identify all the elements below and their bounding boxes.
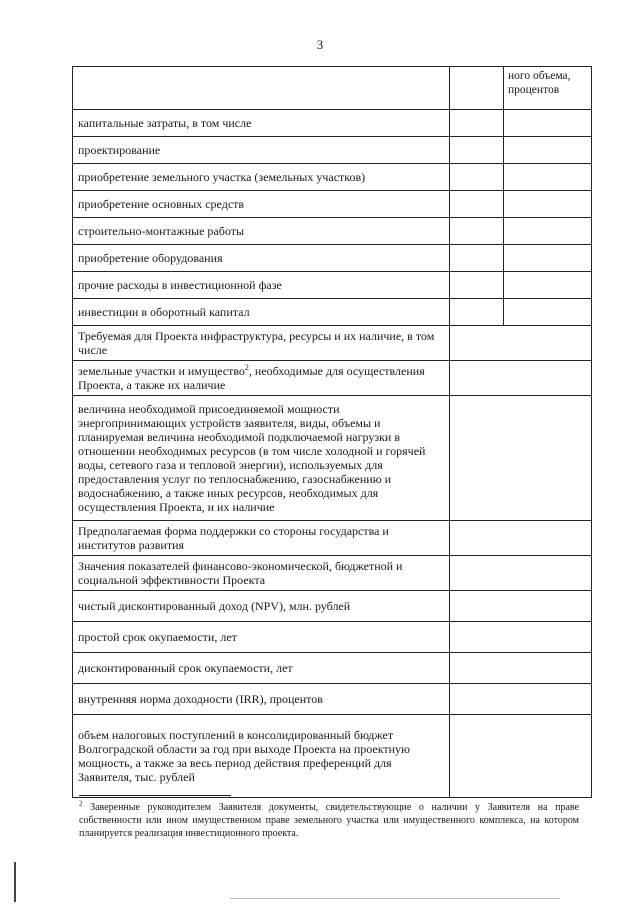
footnote <box>79 801 579 840</box>
table-row <box>73 653 592 684</box>
row-label: Предполагаемая форма поддержки со стороны государства и институтов развития <box>73 521 450 556</box>
value-cell <box>450 191 504 218</box>
page-number: 3 <box>316 37 324 52</box>
value-cell <box>504 191 592 218</box>
row-label-text: земельные участки и имущество <box>78 364 245 378</box>
table-row <box>73 396 592 521</box>
row-label <box>73 361 450 396</box>
value-cell <box>450 137 504 164</box>
value-cell <box>450 521 592 556</box>
scan-edge-mark <box>14 862 16 902</box>
row-label: прочие расходы в инвестиционной фазе <box>73 272 450 299</box>
row-label: величина необходимой присоединяемой мощности энергопринимающих устройств заявителя, виды, объемы и планируемая величина необходимой подключаемой нагрузки в отношении необходимых ресурсов (в том числе холодной и горячей воды, сетевого газа и тепловой энергии), используемых для предоставления услуг по теплоснабжению, газоснабжению и водоснабжению, а также иных ресурсов, необходимых для осуществления Проекта, и их наличие <box>73 396 450 521</box>
project-info-table <box>72 66 592 798</box>
row-label: дисконтированный срок окупаемости, лет <box>73 653 450 684</box>
footnote-text: Заверенные руководителем Заявителя документы, свидетельствующие о наличии у Заявителя на праве собственности или ином имущественном праве земельного участка или имущественного комплекса, на котором планируется реализация инвестиционного проекта. <box>79 802 579 839</box>
table-row <box>73 361 592 396</box>
table-row <box>73 521 592 556</box>
table-row <box>73 591 592 622</box>
row-label: строительно-монтажные работы <box>73 218 450 245</box>
value-cell <box>450 556 592 591</box>
value-cell <box>504 272 592 299</box>
value-cell <box>450 299 504 326</box>
table-row <box>73 245 592 272</box>
value-cell <box>450 110 504 137</box>
value-cell <box>504 218 592 245</box>
table-row <box>73 164 592 191</box>
row-label: Требуемая для Проекта инфраструктура, ресурсы и их наличие, в том числе <box>73 326 450 361</box>
value-cell <box>504 110 592 137</box>
header-cell <box>450 67 504 110</box>
value-cell <box>450 622 592 653</box>
table-row <box>73 218 592 245</box>
table-row <box>73 622 592 653</box>
footnote-ref: 2 <box>244 363 249 372</box>
table-row <box>73 110 592 137</box>
value-cell <box>450 361 592 396</box>
value-cell <box>450 218 504 245</box>
scan-bottom-line <box>230 898 560 899</box>
value-cell <box>450 653 592 684</box>
row-label: приобретение основных средств <box>73 191 450 218</box>
row-label-suffix: , необходимые для осуществления Проекта, а также их наличие <box>78 364 425 392</box>
row-label: чистый дисконтированный доход (NPV), млн. рублей <box>73 591 450 622</box>
table-row <box>73 715 592 798</box>
row-label: инвестиции в оборотный капитал <box>73 299 450 326</box>
table-row <box>73 137 592 164</box>
value-cell <box>504 164 592 191</box>
table-row <box>73 556 592 591</box>
value-cell <box>504 299 592 326</box>
row-label: объем налоговых поступлений в консолидированный бюджет Волгоградской области за год при выходе Проекта на проектную мощность, а также за весь период действия преференций для Заявителя, тыс. рублей <box>73 715 450 798</box>
row-label: внутренняя норма доходности (IRR), процентов <box>73 684 450 715</box>
footnote-divider <box>79 795 231 796</box>
value-cell <box>504 245 592 272</box>
value-cell <box>450 684 592 715</box>
table-row <box>73 684 592 715</box>
table-header-row <box>73 67 592 110</box>
table-row <box>73 326 592 361</box>
row-label: проектирование <box>73 137 450 164</box>
row-label: простой срок окупаемости, лет <box>73 622 450 653</box>
row-label: Значения показателей финансово-экономической, бюджетной и социальной эффективности Проекта <box>73 556 450 591</box>
header-cell <box>73 67 450 110</box>
table-row <box>73 299 592 326</box>
value-cell <box>450 591 592 622</box>
footnote-mark: 2 <box>79 799 83 808</box>
value-cell <box>450 715 592 798</box>
table-row <box>73 272 592 299</box>
value-cell <box>450 326 592 361</box>
table-row <box>73 191 592 218</box>
value-cell <box>450 245 504 272</box>
value-cell <box>504 137 592 164</box>
value-cell <box>450 396 592 521</box>
row-label: капитальные затраты, в том числе <box>73 110 450 137</box>
row-label: приобретение оборудования <box>73 245 450 272</box>
header-cell-share: ного объема, процентов <box>504 67 592 110</box>
row-label: приобретение земельного участка (земельных участков) <box>73 164 450 191</box>
value-cell <box>450 164 504 191</box>
value-cell <box>450 272 504 299</box>
